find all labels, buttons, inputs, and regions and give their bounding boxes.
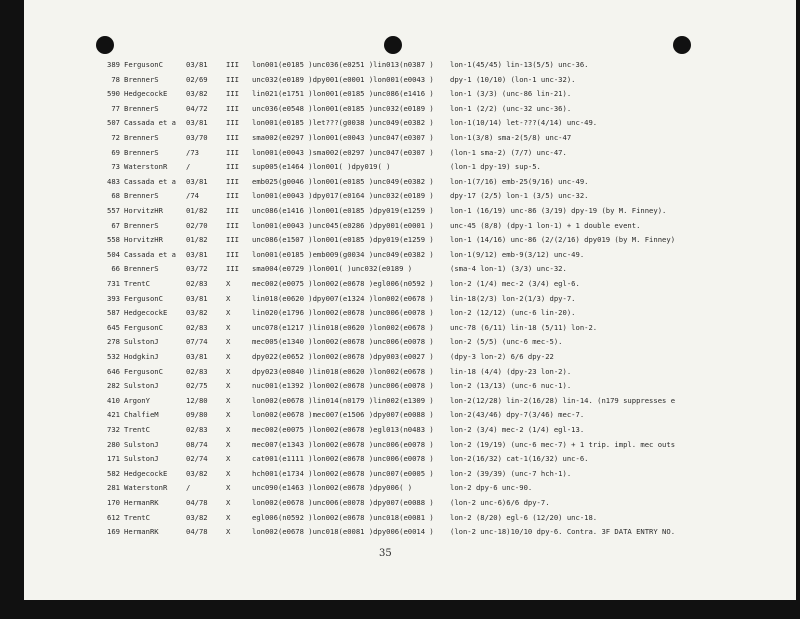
- chromosome: III: [226, 264, 239, 274]
- author: WaterstonR: [124, 162, 168, 172]
- date: 02/83: [186, 425, 208, 434]
- result-note: lon-2 (3/4) mec-2 (1/4) egl-13.: [450, 425, 585, 434]
- table-row: [24, 350, 796, 365]
- table-row: [24, 73, 796, 88]
- table-row: [24, 408, 796, 423]
- record-id: 280: [107, 439, 120, 449]
- result-note: lon-1(7/16) emb-25(9/16) unc-49.: [450, 176, 589, 186]
- author: Cassada et a: [124, 118, 176, 128]
- markers: lon001(e0185 )emb009(g0034 )unc049(e0382 ): [252, 249, 434, 259]
- record-id: 389: [107, 60, 120, 69]
- author: BrennerS: [124, 103, 159, 113]
- date: 09/80: [186, 410, 208, 420]
- table-row: [24, 248, 796, 263]
- chromosome: X: [226, 279, 231, 288]
- table-row: [24, 481, 796, 496]
- author: TrentC: [124, 425, 150, 434]
- table-row: [24, 58, 796, 73]
- author: FergusonC: [124, 293, 163, 303]
- markers: unc036(e0548 )lon001(e0185 )unc032(e0189 ): [252, 103, 434, 113]
- date: 03/81: [186, 118, 208, 128]
- chromosome: X: [226, 410, 231, 420]
- result-note: lon-2 (1/4) mec-2 (3/4) egl-6.: [450, 279, 580, 288]
- author: SulstonJ: [124, 439, 159, 449]
- markers: sma004(e0729 )lon001( )unc032(e0189 ): [252, 264, 413, 274]
- author: BrennerS: [124, 74, 159, 84]
- chromosome: III: [226, 89, 239, 99]
- date: 01/82: [186, 235, 208, 245]
- date: 04/78: [186, 527, 208, 537]
- table-row: [24, 204, 796, 219]
- record-id: 507: [107, 118, 120, 128]
- table-row: [24, 452, 796, 467]
- date: 02/70: [186, 220, 208, 230]
- record-id: 67: [111, 220, 120, 230]
- table-row: [24, 379, 796, 394]
- chromosome: III: [226, 249, 239, 259]
- record-id: 69: [111, 147, 120, 157]
- record-id: 393: [107, 293, 120, 303]
- markers: unc078(e1217 )lin018(e0620 )lon002(e0678 ): [252, 322, 434, 332]
- chromosome: III: [226, 176, 239, 186]
- markers: cat001(e1111 )lon002(e0678 )unc006(e0078 ): [252, 454, 434, 464]
- result-note: lon-2 (5/5) (unc-6 mec-5).: [450, 337, 563, 347]
- chromosome: III: [226, 60, 239, 69]
- author: HermanRK: [124, 527, 159, 537]
- markers: emb025(g0046 )lon001(e0185 )unc049(e0382 ): [252, 176, 434, 186]
- record-id: 483: [107, 176, 120, 186]
- date: 03/81: [186, 293, 208, 303]
- chromosome: III: [226, 235, 239, 245]
- chromosome: X: [226, 293, 231, 303]
- result-note: (lon-1 dpy-19) sup-5.: [450, 162, 541, 172]
- result-note: (lon-2 unc-18)10/10 dpy-6. Contra. 3F DATA ENTRY NO.: [450, 527, 676, 537]
- markers: lon001(e0043 )sma002(e0297 )unc047(e0307 ): [252, 147, 434, 157]
- result-note: unc-78 (6/11) lin-18 (5/11) lon-2.: [450, 322, 598, 332]
- table-row: [24, 365, 796, 380]
- chromosome: III: [226, 147, 239, 157]
- chromosome: X: [226, 352, 231, 361]
- result-note: lon-2 (8/20) egl-6 (12/20) unc-18.: [450, 512, 598, 522]
- table-row: [24, 146, 796, 161]
- table-row: [24, 262, 796, 277]
- author: BrennerS: [124, 191, 159, 201]
- record-id: 66: [111, 264, 120, 274]
- record-id: 582: [107, 468, 120, 478]
- result-note: lon-1 (16/19) unc-86 (3/19) dpy-19 (by M. Finney).: [450, 206, 667, 215]
- table-row: [24, 233, 796, 248]
- author: HorvitzHR: [124, 206, 163, 215]
- markers: sup005(e1464 )lon001( )dpy019( ): [252, 162, 391, 172]
- record-id: 171: [107, 454, 120, 464]
- punch-hole-left: [96, 36, 114, 54]
- table-row: [24, 219, 796, 234]
- markers: dpy022(e0652 )lon002(e0678 )dpy003(e0027 ): [252, 352, 434, 361]
- record-id: 73: [111, 162, 120, 172]
- table-row: [24, 277, 796, 292]
- date: 03/81: [186, 176, 208, 186]
- date: 02/83: [186, 322, 208, 332]
- date: 03/82: [186, 512, 208, 522]
- markers: sma002(e0297 )lon001(e0043 )unc047(e0307 ): [252, 133, 434, 142]
- table-row: [24, 131, 796, 146]
- markers: nuc001(e1392 )lon002(e0678 )unc006(e0078 ): [252, 381, 434, 391]
- date: 02/83: [186, 366, 208, 376]
- table-row: [24, 511, 796, 526]
- table-row: [24, 335, 796, 350]
- result-note: (dpy-3 lon-2) 6/6 dpy-22: [450, 352, 554, 361]
- date: 02/83: [186, 279, 208, 288]
- markers: lon001(e0185 )let???(g0038 )unc049(e0382 ): [252, 118, 434, 128]
- record-id: 646: [107, 366, 120, 376]
- page-number: 35: [379, 548, 392, 559]
- table-row: [24, 438, 796, 453]
- author: Cassada et a: [124, 176, 176, 186]
- author: SulstonJ: [124, 381, 159, 391]
- date: 04/78: [186, 498, 208, 507]
- date: /73: [186, 147, 199, 157]
- author: FergusonC: [124, 322, 163, 332]
- chromosome: X: [226, 468, 231, 478]
- date: 02/69: [186, 74, 208, 84]
- record-id: 612: [107, 512, 120, 522]
- record-id: 590: [107, 89, 120, 99]
- markers: unc032(e0189 )dpy001(e0001 )lon001(e0043 ): [252, 74, 434, 84]
- result-note: lon-2 (19/19) (unc-6 mec-7) + 1 trip. impl. mec outs: [450, 439, 676, 449]
- result-note: dpy-1 (10/10) (lon-1 unc-32).: [450, 74, 576, 84]
- result-note: lon-1(10/14) let-???(4/14) unc-49.: [450, 118, 598, 128]
- author: WaterstonR: [124, 483, 168, 493]
- result-note: lin-18(2/3) lon-2(1/3) dpy-7.: [450, 293, 576, 303]
- markers: lon002(e0678 )mec007(e1506 )dpy007(e0088 ): [252, 410, 434, 420]
- chromosome: X: [226, 366, 231, 376]
- markers: lon002(e0678 )unc018(e0081 )dpy006(e0014 ): [252, 527, 434, 537]
- result-note: lon-1 (14/16) unc-86 (2/(2/16) dpy019 (by M. Finney): [450, 235, 676, 245]
- table-row: [24, 306, 796, 321]
- punch-hole-right: [673, 36, 691, 54]
- chromosome: X: [226, 395, 231, 405]
- record-id: 78: [111, 74, 120, 84]
- author: FergusonC: [124, 366, 163, 376]
- author: SulstonJ: [124, 454, 159, 464]
- record-id: 421: [107, 410, 120, 420]
- chromosome: III: [226, 162, 239, 172]
- table-row: [24, 175, 796, 190]
- record-id: 169: [107, 527, 120, 537]
- author: TrentC: [124, 279, 150, 288]
- result-note: lon-1 (3/3) (unc-86 lin-21).: [450, 89, 572, 99]
- date: 01/82: [186, 206, 208, 215]
- result-note: lon-2(12/28) lin-2(16/28) lin-14. (n179 suppresses e: [450, 395, 676, 405]
- result-note: lon-1(45/45) lin-13(5/5) unc-36.: [450, 60, 589, 69]
- author: Cassada et a: [124, 249, 176, 259]
- chromosome: X: [226, 527, 231, 537]
- markers: lin021(e1751 )lon001(e0185 )unc086(e1416 ): [252, 89, 434, 99]
- chromosome: III: [226, 206, 239, 215]
- author: BrennerS: [124, 133, 159, 142]
- chromosome: X: [226, 439, 231, 449]
- chromosome: X: [226, 483, 231, 493]
- author: HodgkinJ: [124, 352, 159, 361]
- author: FergusonC: [124, 60, 163, 69]
- result-note: lon-2 (39/39) (unc-7 hch-1).: [450, 468, 572, 478]
- result-note: lon-1(3/8) sma-2(5/8) unc-47: [450, 133, 572, 142]
- date: 07/74: [186, 337, 208, 347]
- result-note: lin-18 (4/4) (dpy-23 lon-2).: [450, 366, 572, 376]
- record-id: 282: [107, 381, 120, 391]
- chromosome: III: [226, 74, 239, 84]
- record-id: 281: [107, 483, 120, 493]
- table-row: [24, 525, 796, 540]
- table-row: [24, 87, 796, 102]
- date: 04/72: [186, 103, 208, 113]
- table-row: [24, 292, 796, 307]
- author: HermanRK: [124, 498, 159, 507]
- record-id: 587: [107, 308, 120, 318]
- chromosome: III: [226, 118, 239, 128]
- markers: hch001(e1734 )lon002(e0678 )unc007(e0005 ): [252, 468, 434, 478]
- chromosome: X: [226, 322, 231, 332]
- author: ChalfieM: [124, 410, 159, 420]
- date: 03/72: [186, 264, 208, 274]
- result-note: lon-2 (13/13) (unc-6 nuc-1).: [450, 381, 572, 391]
- markers: mec002(e0075 )lon002(e0678 )egl013(n0483 ): [252, 425, 434, 434]
- result-note: lon-2(43/46) dpy-7(3/46) mec-7.: [450, 410, 585, 420]
- record-id: 732: [107, 425, 120, 434]
- record-id: 170: [107, 498, 120, 507]
- table-row: [24, 423, 796, 438]
- markers: unc086(e1507 )lon001(e0185 )dpy019(e1259 ): [252, 235, 434, 245]
- result-note: (sma-4 lon-1) (3/3) unc-32.: [450, 264, 567, 274]
- table-row: [24, 394, 796, 409]
- chromosome: X: [226, 308, 231, 318]
- table-row: [24, 467, 796, 482]
- date: 03/70: [186, 133, 208, 142]
- record-id: 278: [107, 337, 120, 347]
- table-row: [24, 189, 796, 204]
- result-note: lon-1(9/12) emb-9(3/12) unc-49.: [450, 249, 585, 259]
- paper-sheet: [24, 0, 796, 600]
- date: 03/82: [186, 468, 208, 478]
- record-id: 77: [111, 103, 120, 113]
- result-note: lon-1 (2/2) (unc-32 unc-36).: [450, 103, 572, 113]
- chromosome: X: [226, 498, 231, 507]
- author: BrennerS: [124, 147, 159, 157]
- markers: unc090(e1463 )lon002(e0678 )dpy006( ): [252, 483, 413, 493]
- date: 03/82: [186, 89, 208, 99]
- markers: lon002(e0678 )unc006(e0078 )dpy007(e0088 ): [252, 498, 434, 507]
- markers: lin020(e1796 )lon002(e0678 )unc006(e0078 ): [252, 308, 434, 318]
- result-note: lon-2 (12/12) (unc-6 lin-20).: [450, 308, 576, 318]
- record-id: 557: [107, 206, 120, 215]
- date: 03/81: [186, 249, 208, 259]
- markers: unc086(e1416 )lon001(e0185 )dpy019(e1259 ): [252, 206, 434, 215]
- markers: egl006(n0592 )lon002(e0678 )unc018(e0081 ): [252, 512, 434, 522]
- result-note: dpy-17 (2/5) lon-1 (3/5) unc-32.: [450, 191, 589, 201]
- author: HedgecockE: [124, 308, 168, 318]
- result-note: (lon-1 sma-2) (7/7) unc-47.: [450, 147, 567, 157]
- markers: mec002(e0075 )lon002(e0678 )egl006(n0592 ): [252, 279, 434, 288]
- markers: lon001(e0043 )dpy017(e0164 )unc032(e0189 ): [252, 191, 434, 201]
- record-id: 72: [111, 133, 120, 142]
- date: 03/81: [186, 352, 208, 361]
- date: 03/82: [186, 308, 208, 318]
- chromosome: III: [226, 191, 239, 201]
- markers: lin018(e0620 )dpy007(e1324 )lon002(e0678 ): [252, 293, 434, 303]
- table-row: [24, 321, 796, 336]
- chromosome: X: [226, 454, 231, 464]
- author: HedgecockE: [124, 89, 168, 99]
- record-id: 558: [107, 235, 120, 245]
- record-id: 731: [107, 279, 120, 288]
- chromosome: X: [226, 512, 231, 522]
- result-note: lon-2(16/32) cat-1(16/32) unc-6.: [450, 454, 589, 464]
- record-id: 645: [107, 322, 120, 332]
- date: 08/74: [186, 439, 208, 449]
- date: /: [186, 483, 191, 493]
- chromosome: III: [226, 220, 239, 230]
- markers: lon001(e0043 )unc045(e0286 )dpy001(e0001 ): [252, 220, 434, 230]
- result-note: unc-45 (8/8) (dpy-1 lon-1) + 1 double event.: [450, 220, 641, 230]
- table-row: [24, 496, 796, 511]
- author: HorvitzHR: [124, 235, 163, 245]
- record-id: 504: [107, 249, 120, 259]
- punch-hole-center: [384, 36, 402, 54]
- chromosome: X: [226, 381, 231, 391]
- date: 03/81: [186, 60, 208, 69]
- record-id: 532: [107, 352, 120, 361]
- date: 02/74: [186, 454, 208, 464]
- author: HedgecockE: [124, 468, 168, 478]
- author: BrennerS: [124, 220, 159, 230]
- result-note: lon-2 dpy-6 unc-90.: [450, 483, 533, 493]
- author: TrentC: [124, 512, 150, 522]
- table-row: [24, 160, 796, 175]
- record-id: 410: [107, 395, 120, 405]
- record-id: 68: [111, 191, 120, 201]
- chromosome: III: [226, 133, 239, 142]
- table-row: [24, 116, 796, 131]
- markers: dpy023(e0840 )lin018(e0620 )lon002(e0678 ): [252, 366, 434, 376]
- markers: lon001(e0185 )unc036(e0251 )lin013(n0387 ): [252, 60, 434, 69]
- date: /: [186, 162, 191, 172]
- table-row: [24, 102, 796, 117]
- result-note: (lon-2 unc-6)6/6 dpy-7.: [450, 498, 550, 507]
- date: 12/80: [186, 395, 208, 405]
- author: ArgonY: [124, 395, 150, 405]
- chromosome: X: [226, 425, 231, 434]
- date: /74: [186, 191, 199, 201]
- markers: mec005(e1340 )lon002(e0678 )unc006(e0078 ): [252, 337, 434, 347]
- chromosome: III: [226, 103, 239, 113]
- author: SulstonJ: [124, 337, 159, 347]
- chromosome: X: [226, 337, 231, 347]
- author: BrennerS: [124, 264, 159, 274]
- date: 02/75: [186, 381, 208, 391]
- markers: lon002(e0678 )lin014(n0179 )lin002(e1309 ): [252, 395, 434, 405]
- markers: mec007(e1343 )lon002(e0678 )unc006(e0078 ): [252, 439, 434, 449]
